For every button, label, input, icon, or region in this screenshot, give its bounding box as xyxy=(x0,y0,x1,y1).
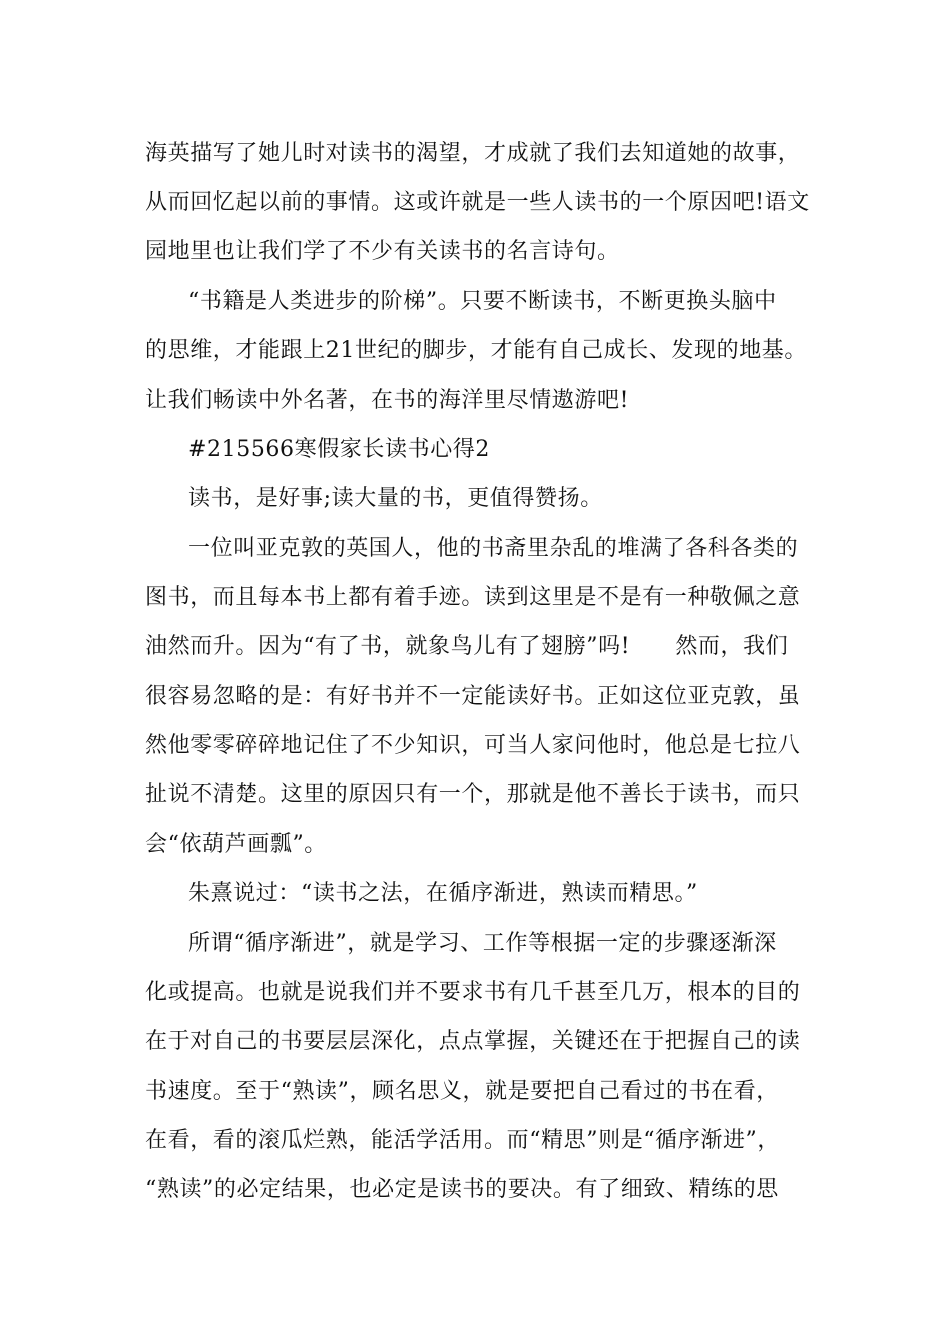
text-line: 油然而升。因为“有了书，就象鸟儿有了翅膀”吗! 然而，我们 xyxy=(145,634,789,659)
text-line: “书籍是人类进步的阶梯”。只要不断读书，不断更换头脑中 xyxy=(188,289,777,314)
text-line: 在于对自己的书要层层深化，点点掌握，关键还在于把握自己的读 xyxy=(145,1029,801,1054)
text-line: 所谓“循序渐进”，就是学习、工作等根据一定的步骤逐渐深 xyxy=(188,931,777,956)
text-line: 书速度。至于“熟读”，顾名思义，就是要把自己看过的书在看， xyxy=(145,1079,779,1104)
section-heading: #215566寒假家长读书心得2 xyxy=(188,437,491,462)
text-line: 园地里也让我们学了不少有关读书的名言诗句。 xyxy=(145,239,620,264)
text-line: 扯说不清楚。这里的原因只有一个，那就是他不善长于读书，而只 xyxy=(145,782,801,807)
text-line: 然他零零碎碎地记住了不少知识，可当人家问他时，他总是七拉八 xyxy=(145,733,801,758)
text-line: 朱熹说过：“读书之法，在循序渐进，熟读而精思。” xyxy=(188,881,698,906)
text-line: 图书，而且每本书上都有着手迹。读到这里是不是有一种敬佩之意 xyxy=(145,585,801,610)
text-line: 会“依葫芦画瓢”。 xyxy=(145,832,327,857)
text-line: 海英描写了她儿时对读书的渴望，才成就了我们去知道她的故事， xyxy=(145,141,801,166)
text-line: 一位叫亚克敦的英国人，他的书斋里杂乱的堆满了各科各类的 xyxy=(188,536,799,561)
text-line: 从而回忆起以前的事情。这或许就是一些人读书的一个原因吧!语文 xyxy=(145,190,810,215)
text-line: 读书，是好事;读大量的书，更值得赞扬。 xyxy=(188,486,603,511)
text-line: 的思维，才能跟上21世纪的脚步，才能有自己成长、发现的地基。 xyxy=(145,338,807,363)
text-line: 化或提高。也就是说我们并不要求书有几千甚至几万，根本的目的 xyxy=(145,980,801,1005)
text-line: 让我们畅读中外名著，在书的海洋里尽情遨游吧! xyxy=(145,388,630,413)
text-line: “熟读”的必定结果，也必定是读书的要决。有了细致、精练的思 xyxy=(145,1177,779,1202)
text-line: 很容易忽略的是：有好书并不一定能读好书。正如这位亚克敦，虽 xyxy=(145,684,801,709)
text-line: 在看，看的滚瓜烂熟，能活学活用。而“精思”则是“循序渐进”， xyxy=(145,1128,780,1153)
